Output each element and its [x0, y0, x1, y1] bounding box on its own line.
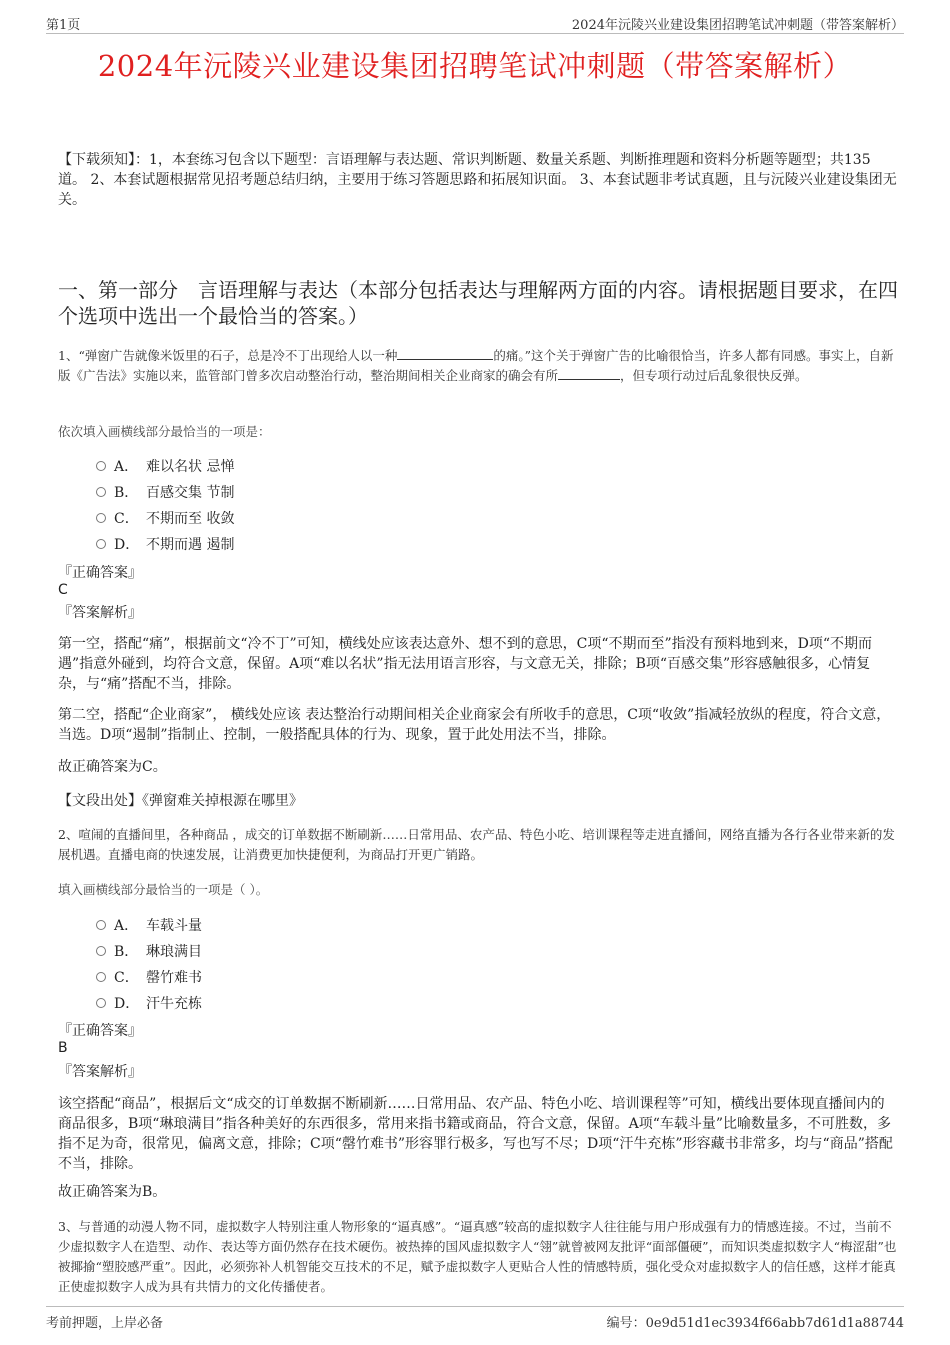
question-1-conclusion: 故正确答案为C。 — [58, 759, 167, 775]
question-2-text: 2、喧闹的直播间里，各种商品 ，成交的订单数据不断刷新……日常用品、农产品、特色小吃、培训课程等走进直播间，网络直播为各行各业带来新的发展机遇。直播电商的快速发展，让消费更加快捷便利，为商品打开更广销路。 — [58, 827, 895, 862]
question-1-explanation-1: 第一空，搭配“痛”，根据前文“冷不丁”可知，横线处应该表达意外、想不到的意思，C项“不期而至”指没有预料地到来，D项“不期而遇”指意外碰到，均符合文意，保留。A项“难以名状”指无法用语言形容，与文意无关，排除；B项“百感交集”形容感触很多，心情复杂，与“痛”搭配不当，排除。 — [58, 636, 873, 692]
question-2-prompt: 填入画横线部分最恰当的一项是（ ）。 — [58, 882, 269, 897]
question-1-text-part-b: 的痛。”这个关于弹窗广告的比喻很恰当，许多人都有同感。事实上，自新版《广告法》实施以来，监管部门曾多次启动整治行动，整治期间相关企业商家的确会有所 — [58, 348, 894, 383]
option-letter: D． — [114, 537, 140, 553]
question-1-option-d[interactable] — [96, 534, 234, 554]
option-letter: A． — [114, 918, 139, 934]
question-1-text — [58, 346, 898, 386]
option-text: 百感交集 节制 — [146, 485, 235, 501]
header-doc-title: 2024年沅陵兴业建设集团招聘笔试冲刺题（带答案解析） — [571, 18, 904, 33]
option-text: 车载斗量 — [146, 918, 202, 934]
question-1-text-part-c: ，但专项行动过后乱象很快反弹。 — [620, 368, 808, 383]
radio-circle-icon[interactable] — [96, 972, 106, 982]
question-2-option-b[interactable] — [96, 941, 202, 961]
radio-circle-icon[interactable] — [96, 513, 106, 523]
option-letter: B． — [114, 485, 139, 501]
option-text: 罄竹难书 — [146, 970, 202, 986]
option-letter: C． — [114, 970, 139, 986]
option-text: 汗牛充栋 — [146, 996, 202, 1012]
radio-circle-icon[interactable] — [96, 487, 106, 497]
document-title: 2024年沅陵兴业建设集团招聘笔试冲刺题（带答案解析） — [97, 49, 853, 83]
question-1-answer: C — [58, 582, 68, 598]
question-1-source: 【文段出处】《弹窗难关掉根源在哪里》 — [58, 793, 303, 809]
option-letter: B． — [114, 944, 139, 960]
footer-slogan: 考前押题，上岸必备 — [46, 1316, 164, 1331]
correct-answer-label: 『正确答案』 — [58, 565, 142, 581]
answer-analysis-label: 『答案解析』 — [58, 605, 142, 621]
question-2-option-a[interactable] — [96, 915, 202, 935]
radio-circle-icon[interactable] — [96, 946, 106, 956]
option-letter: A． — [114, 459, 139, 475]
option-text: 不期而至 收敛 — [146, 511, 235, 527]
question-1-explanation-2: 第二空，搭配“企业商家”， 横线处应该 表达整治行动期间相关企业商家会有所收手的意思，C项“收敛”指减轻放纵的程度，符合文意，当选。D项“遏制”指制止、控制，一般搭配具体的行为、现象，置于此处用法不当，排除。 — [58, 707, 891, 743]
question-1-option-c[interactable] — [96, 508, 234, 528]
radio-circle-icon[interactable] — [96, 998, 106, 1008]
question-1-option-b[interactable] — [96, 482, 234, 502]
page-number: 第1页 — [46, 18, 81, 33]
option-text: 不期而遇 遏制 — [146, 537, 235, 553]
radio-circle-icon[interactable] — [96, 539, 106, 549]
section-title: 一、第一部分 言语理解与表达（本部分包括表达与理解两方面的内容。请根据题目要求，在四个选项中选出一个最恰当的答案。） — [58, 278, 898, 328]
question-2-conclusion: 故正确答案为B。 — [58, 1184, 167, 1200]
option-letter: D． — [114, 996, 140, 1012]
question-2-option-c[interactable] — [96, 967, 202, 987]
download-notice: 【下载须知】：1，本套练习包含以下题型：言语理解与表达题、常识判断题、数量关系题、判断推理题和资料分析题等题型；共135道。 2、本套试题根据常见招考题总结归纳，主要用于练习答题思路和拓展知识面。 3、本套试题非考试真题，且与沅陵兴业建设集团无关。 — [58, 152, 897, 208]
question-1-text-part-a: 1、“弹窗广告就像米饭里的石子，总是冷不丁出现给人以一种 — [58, 348, 398, 363]
radio-circle-icon[interactable] — [96, 920, 106, 930]
question-2-answer: B — [58, 1040, 68, 1056]
footer-divider — [46, 1306, 904, 1307]
question-2-explanation: 该空搭配“商品”，根据后文“成交的订单数据不断刷新……日常用品、农产品、特色小吃、培训课程等”可知，横线出要体现直播间内的商品很多，B项“琳琅满目”指各种美好的东西很多，常用来指书籍或商品，符合文意，保留。A项“车载斗量”比喻数量多，不可胜数，多指不足为奇，很常见，偏离文意，排除；C项“罄竹难书”形容罪行极多，写也写不尽；D项“汗牛充栋”形容藏书非常多，均与“商品”搭配不当，排除。 — [58, 1096, 893, 1172]
option-letter: C． — [114, 511, 139, 527]
question-2-option-d[interactable] — [96, 993, 202, 1013]
question-3-text: 3、与普通的动漫人物不同，虚拟数字人特别注重人物形象的“逼真感”。“逼真感”较高的虚拟数字人往往能与用户形成强有力的情感连接。不过，当前不少虚拟数字人在造型、动作、表达等方面仍然存在技术硬伤。被热捧的国风虚拟数字人“翎”就曾被网友批评“面部僵硬”，而知识类虚拟数字人“梅涩甜”也被揶揄“塑胶感严重”。因此，必须弥补人机智能交互技术的不足，赋予虚拟数字人更贴合人性的情感特质，强化受众对虚拟数字人的信任感，这样才能真正使虚拟数字人成为具有共情力的文化传播使者。 — [58, 1219, 897, 1294]
correct-answer-label: 『正确答案』 — [58, 1023, 142, 1039]
option-text: 琳琅满目 — [146, 944, 202, 960]
answer-blank — [397, 347, 493, 360]
answer-blank — [558, 367, 620, 380]
footer-serial: 编号：0e9d51d1ec3934f66abb7d61d1a88744 — [606, 1316, 904, 1331]
option-text: 难以名状 忌惮 — [146, 459, 235, 475]
radio-circle-icon[interactable] — [96, 461, 106, 471]
header-divider — [46, 33, 904, 34]
question-1-option-a[interactable] — [96, 456, 234, 476]
question-1-prompt: 依次填入画横线部分最恰当的一项是： — [58, 424, 271, 439]
answer-analysis-label: 『答案解析』 — [58, 1064, 142, 1080]
